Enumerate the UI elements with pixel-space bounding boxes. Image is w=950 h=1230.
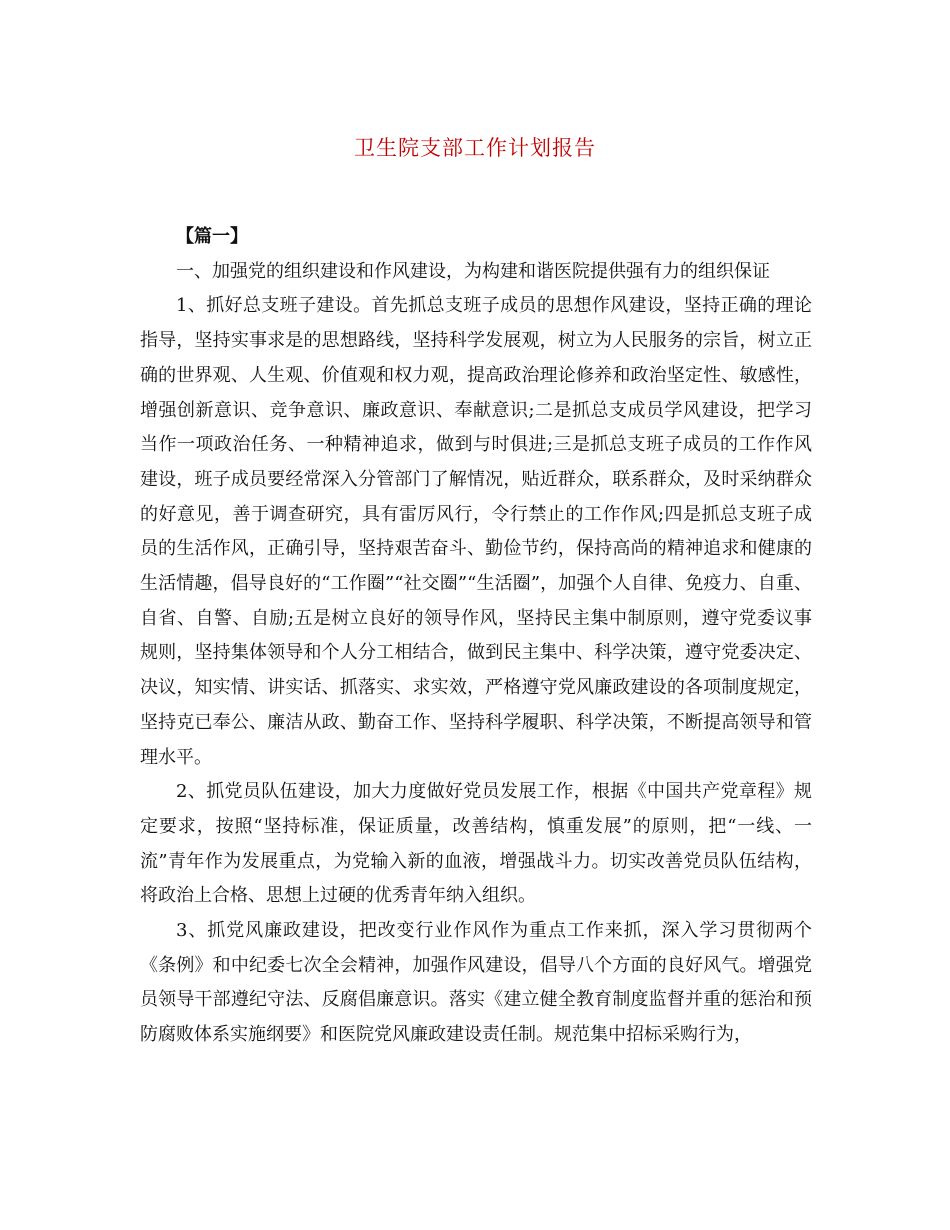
paragraph-1: 1、抓好总支班子建设。首先抓总支班子成员的思想作风建设，坚持正确的理论指导，坚持实事求是的思想路线，坚持科学发展观，树立为人民服务的宗旨，树立正确的世界观、人生观、价值观和权力观，提高政治理论修养和政治坚定性、敏感性，增强创新意识、竞争意识、廉政意识、奉献意识;二是抓总支成员学风建设，把学习当作一项政治任务、一种精神追求，做到与时俱进;三是抓总支班子成员的工作作风建设，班子成员要经常深入分管部门了解情况，贴近群众，联系群众，及时采纳群众的好意见，善于调查研究，具有雷厉风行，令行禁止的工作作风;四是抓总支班子成员的生活作风，正确引导，坚持艰苦奋斗、勤俭节约，保持高尚的精神追求和健康的生活情趣，倡导良好的“工作圈”“社交圈”“生活圈”，加强个人自律、免疫力、自重、自省、自警、自励;五是树立良好的领导作风，坚持民主集中制原则，遵守党委议事规则，坚持集体领导和个人分工相结合，做到民主集中、科学决策，遵守党委决定、决议，知实情、讲实话、抓落实、求实效，严格遵守党风廉政建设的各项制度规定，坚持克已奉公、廉洁从政、勤奋工作、坚持科学履职、科学决策，不断提高领导和管理水平。	[140, 295, 812, 768]
paragraph-2: 2、抓党员队伍建设，加大力度做好党员发展工作，根据《中国共产党章程》规定要求，按照“坚持标准，保证质量，改善结构，慎重发展”的原则，把“一线、一流”青年作为发展重点，为党输入新的血液，增强战斗力。切实改善党员队伍结构，将政治上合格、思想上过硬的优秀青年纳入组织。	[140, 781, 812, 907]
document-title: 卫生院支部工作计划报告	[354, 136, 596, 160]
section-label: 【篇一】	[176, 226, 248, 247]
paragraph-3: 3、抓党风廉政建设，把改变行业作风作为重点工作来抓，深入学习贯彻两个《条例》和中纪委七次全会精神，加强作风建设，倡导八个方面的良好风气。增强党员领导干部遵纪守法、反腐倡廉意识。落实《建立健全教育制度监督并重的惩治和预防腐败体系实施纲要》和医院党风廉政建设责任制。规范集中招标采购行为，	[140, 920, 812, 1046]
heading-1: 一、加强党的组织建设和作风建设，为构建和谐医院提供强有力的组织保证	[176, 260, 770, 282]
document-body	[140, 220, 812, 1053]
